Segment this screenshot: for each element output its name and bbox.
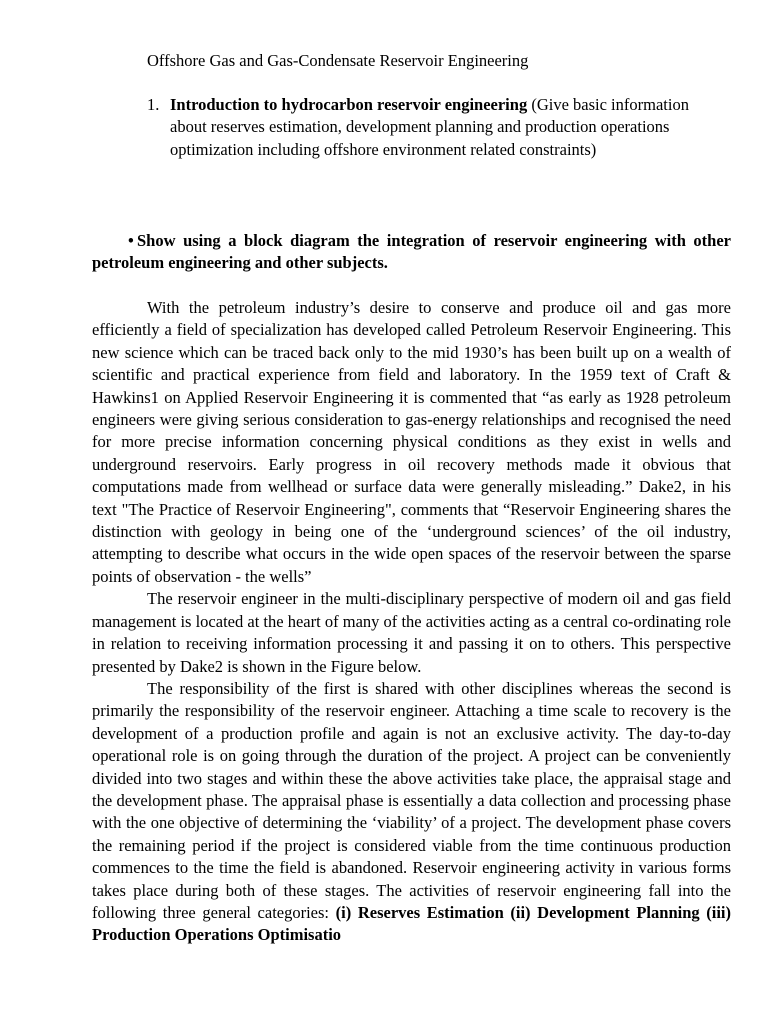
paragraph-last — [92, 678, 731, 947]
bullet-symbol: • — [128, 231, 134, 250]
section-number: 1. — [147, 95, 160, 114]
paragraph: The reservoir engineer in the multi-disciplinary perspective of modern oil and gas field management is located at the heart of many of the activities acting as a central co-ordinating role in relation to receiving information processing it and passing it on to others. This perspective presented by Dake2 is shown in the Figure below. — [92, 589, 731, 676]
section-note: (Give basic information about reserves estimation, development planning and production operations optimization including offshore environment related constraints) — [170, 95, 689, 159]
document-title: Offshore Gas and Gas-Condensate Reservoir Engineering — [147, 51, 529, 70]
bullet-item — [92, 230, 731, 275]
section-heading: Introduction to hydrocarbon reservoir engineering — [170, 95, 528, 114]
body-text — [92, 297, 731, 947]
categories-bold-text: (i) Reserves Estimation (ii) Development Planning (iii) Production Operations Optimisatio — [92, 902, 731, 945]
bullet-text: Show using a block diagram the integration of reservoir engineering with other petroleum engineering and other subjects. — [92, 231, 731, 273]
paragraph: With the petroleum industry’s desire to conserve and produce oil and gas more efficiently a field of specialization has developed called Petroleum Reservoir Engineering. This new science which can be traced back only to the mid 1930’s has been built up on a wealth of scientific and practical experience from field and laboratory. In the 1959 text of Craft & Hawkins1 on Applied Reservoir Engineering it is commented that “as early as 1928 petroleum engineers were giving serious consideration to gas-energy relationships and recognised the need for more precise information concerning physical conditions as they exist in wells and underground reservoirs. Early progress in oil recovery methods made it obvious that computations made from wellhead or surface data were generally misleading.” Dake2, in his text "The Practice of Reservoir Engineering", comments that “Reservoir Engineering shares the distinction with geology in being one of the ‘underground sciences’ of the oil industry, attempting to describe what occurs in the wide open spaces of the reservoir between the sparse points of observation - the wells” — [92, 298, 731, 586]
section-1 — [147, 94, 717, 161]
paragraph-last-text: The responsibility of the first is shared with other disciplines whereas the second is primarily the responsibility of the reservoir engineer. Attaching a time scale to recovery is the development of a production profile and again is not an exclusive activity. The day-to-day operational role is on going through the duration of the project. A project can be conveniently divided into two stages and within these the above activities take place, the appraisal stage and the development phase. The appraisal phase is essentially a data collection and processing phase with the one objective of determining the ‘viability’ of a project. The development phase covers the remaining period if the project is considered viable from the time continuous production commences to the time the field is abandoned. Reservoir engineering activity in various forms takes place during both of these stages. The activities of reservoir engineering fall into the following three general categories: — [92, 678, 731, 922]
section-text — [170, 94, 717, 161]
